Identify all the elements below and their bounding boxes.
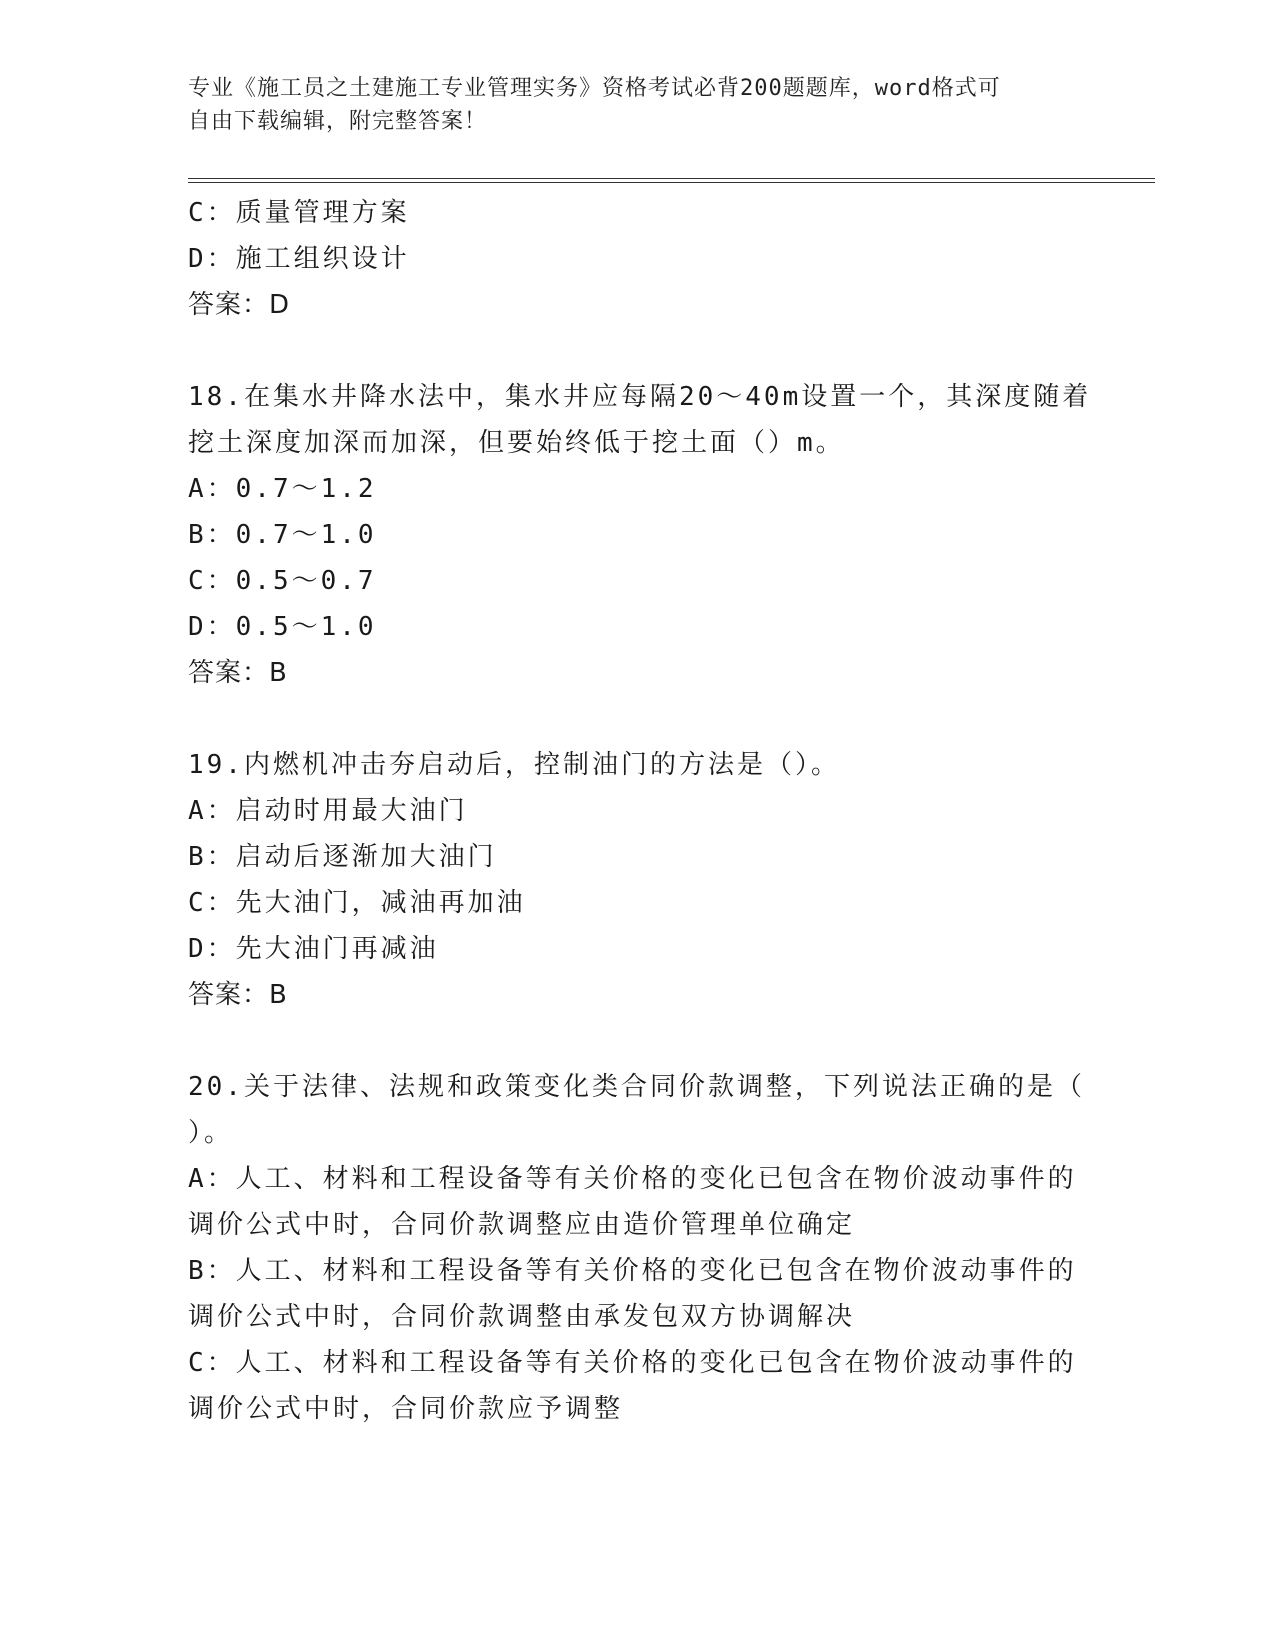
question-text: 18.在集水井降水法中，集水井应每隔20～40m设置一个，其深度随着 — [188, 382, 1092, 412]
option-b: B：0.7～1.0 — [188, 520, 377, 550]
question-text: ）。 — [188, 1118, 234, 1148]
answer: 答案：B — [188, 658, 288, 688]
spacer — [188, 1018, 1088, 1064]
option-b: B：人工、材料和工程设备等有关价格的变化已包含在物价波动事件的 — [188, 1256, 1077, 1286]
option-c: C：0.5～0.7 — [188, 566, 377, 596]
option-c: C：人工、材料和工程设备等有关价格的变化已包含在物价波动事件的 — [188, 1348, 1077, 1378]
header-line-1: 专业《施工员之土建施工专业管理实务》资格考试必背200题题库，word格式可 — [188, 76, 1001, 101]
header-line-2: 自由下载编辑，附完整答案！ — [188, 109, 488, 134]
question-18 — [188, 374, 1092, 696]
spacer — [188, 328, 1088, 374]
option-d: D：0.5～1.0 — [188, 612, 377, 642]
question-19 — [188, 742, 1088, 1018]
option-d: D：先大油门再减油 — [188, 934, 439, 964]
question-text: 挖土深度加深而加深，但要始终低于挖土面（）m。 — [188, 428, 845, 458]
option-a: 调价公式中时，合同价款调整应由造价管理单位确定 — [188, 1210, 856, 1240]
document-body — [188, 190, 1092, 1432]
option-b: B：启动后逐渐加大油门 — [188, 842, 497, 872]
option-a: A：启动时用最大油门 — [188, 796, 468, 826]
question-20 — [188, 1064, 1088, 1432]
option-c: 调价公式中时，合同价款应予调整 — [188, 1394, 624, 1424]
question-17-tail — [188, 190, 1088, 328]
option-c: C：先大油门，减油再加油 — [188, 888, 526, 918]
header-divider — [188, 178, 1155, 183]
option-c: C：质量管理方案 — [188, 198, 410, 228]
option-a: A：0.7～1.2 — [188, 474, 377, 504]
answer: 答案：D — [188, 290, 291, 320]
option-b: 调价公式中时，合同价款调整由承发包双方协调解决 — [188, 1302, 856, 1332]
answer: 答案：B — [188, 980, 288, 1010]
option-a: A：人工、材料和工程设备等有关价格的变化已包含在物价波动事件的 — [188, 1164, 1077, 1194]
option-d: D：施工组织设计 — [188, 244, 410, 274]
question-text: 19.内燃机冲击夯启动后，控制油门的方法是（）。 — [188, 750, 840, 780]
spacer — [188, 696, 1088, 742]
question-text: 20.关于法律、法规和政策变化类合同价款调整，下列说法正确的是（ — [188, 1072, 1085, 1102]
page-header — [188, 72, 1088, 138]
